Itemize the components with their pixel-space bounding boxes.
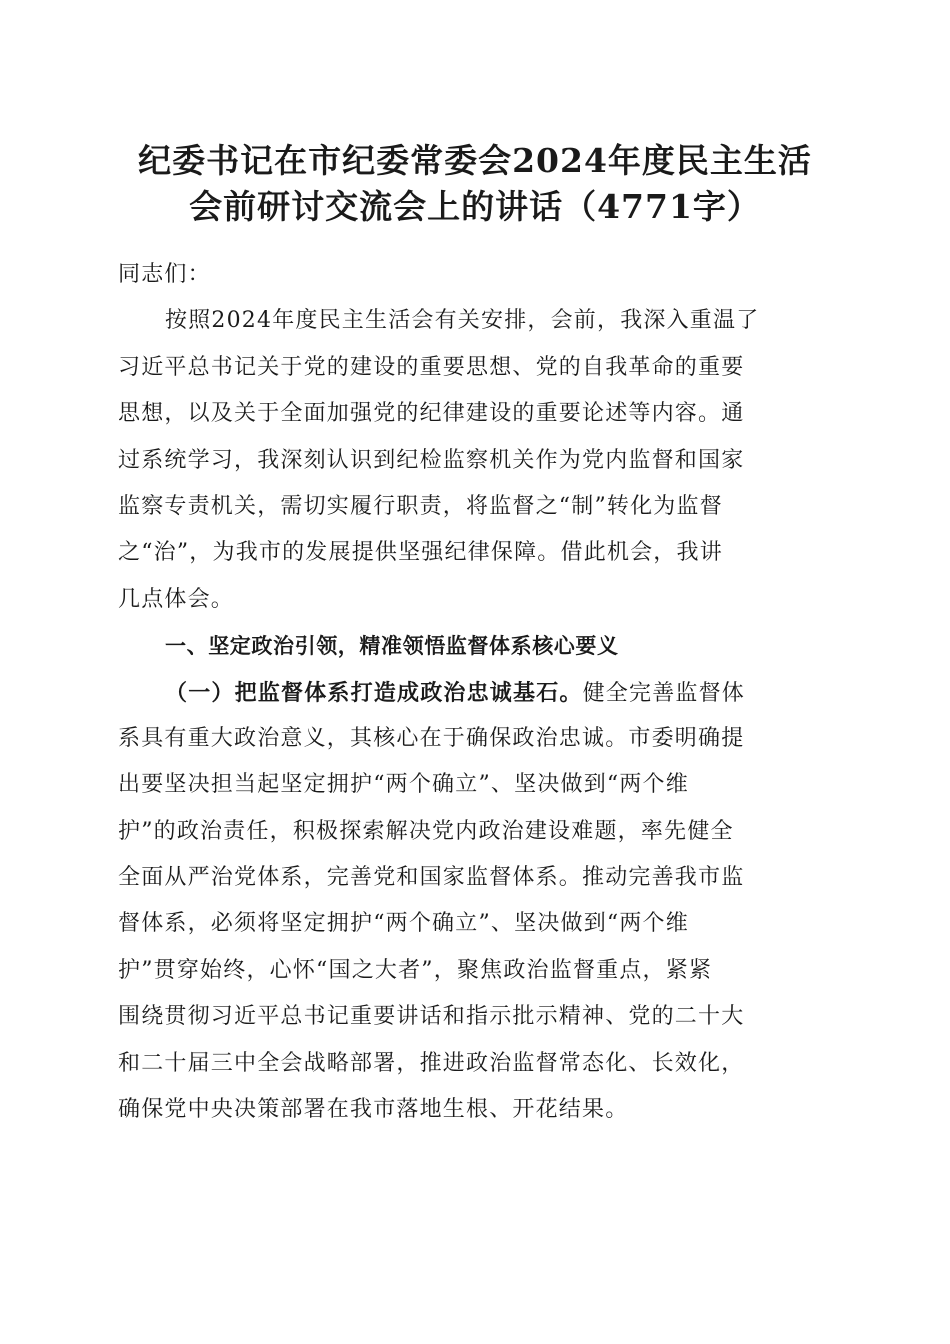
intro-line: 之“治”，为我市的发展提供坚强纪律保障。借此机会，我讲 bbox=[118, 540, 723, 566]
subsection-first-line-text: 健全完善监督体 bbox=[582, 680, 746, 706]
subsection-line: 确保党中央决策部署在我市落地生根、开花结果。 bbox=[118, 1097, 629, 1123]
intro-line: 思想，以及关于全面加强党的纪律建设的重要论述等内容。通 bbox=[118, 401, 745, 427]
subsection-line: 和二十届三中全会战略部署，推进政治监督常态化、长效化， bbox=[118, 1050, 745, 1076]
intro-line: 几点体会。 bbox=[118, 586, 235, 612]
intro-line: 按照2024年度民主生活会有关安排，会前，我深入重温了 bbox=[165, 308, 760, 334]
document-body bbox=[118, 252, 830, 1133]
subsection-line: 护”贯穿始终，心怀“国之大者”，聚焦政治监督重点，紧紧 bbox=[118, 957, 713, 983]
intro-line: 习近平总书记关于党的建设的重要思想、党的自我革命的重要 bbox=[118, 354, 745, 380]
title-line-1: 纪委书记在市纪委常委会2024年度民主生活 bbox=[138, 141, 812, 180]
intro-line: 监察专责机关，需切实履行职责，将监督之“制”转化为监督 bbox=[118, 493, 723, 519]
subsection-first-line bbox=[118, 670, 830, 716]
document-title bbox=[100, 138, 850, 230]
subsection-heading: （一）把监督体系打造成政治忠诚基石。 bbox=[165, 679, 583, 706]
title-line-2: 会前研讨交流会上的讲话（4771字） bbox=[189, 187, 761, 226]
salutation: 同志们： bbox=[118, 262, 211, 287]
subsection-line: 围绕贯彻习近平总书记重要讲话和指示批示精神、党的二十大 bbox=[118, 1004, 745, 1030]
section-heading: 一、坚定政治引领，精准领悟监督体系核心要义 bbox=[165, 634, 619, 659]
subsection-line: 出要坚决担当起坚定拥护“两个确立”、坚决做到“两个维 bbox=[118, 772, 689, 798]
subsection-line: 护”的政治责任，积极探索解决党内政治建设难题，率先健全 bbox=[118, 818, 734, 844]
subsection-line: 督体系，必须将坚定拥护“两个确立”、坚决做到“两个维 bbox=[118, 911, 689, 937]
intro-line: 过系统学习，我深刻认识到纪检监察机关作为党内监督和国家 bbox=[118, 447, 745, 473]
subsection-line: 全面从严治党体系，完善党和国家监督体系。推动完善我市监 bbox=[118, 865, 745, 891]
subsection-line: 系具有重大政治意义，其核心在于确保政治忠诚。市委明确提 bbox=[118, 725, 745, 751]
